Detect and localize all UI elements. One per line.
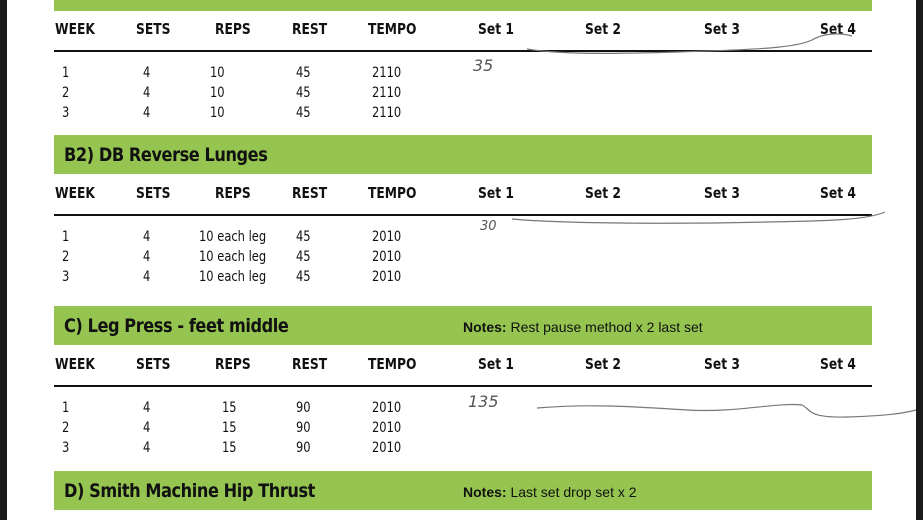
cell-week: 2 (62, 85, 70, 101)
handwritten-set1-weight: 135 (468, 392, 499, 411)
col-set1: Set 1 (478, 355, 514, 373)
cell-sets: 4 (143, 65, 151, 81)
notes-text: Rest pause method x 2 last set (510, 319, 703, 335)
cell-rest: 45 (296, 105, 311, 121)
cell-sets: 4 (143, 229, 151, 245)
cell-reps: 10 (210, 85, 225, 101)
cell-reps: 10 (210, 65, 225, 81)
cell-reps: 15 (222, 440, 237, 456)
col-set1: Set 1 (478, 20, 514, 38)
cell-rest: 45 (296, 269, 311, 285)
col-sets: SETS (136, 20, 171, 38)
col-set2: Set 2 (585, 355, 621, 373)
col-rest: REST (292, 20, 328, 38)
notes-label: Notes: (463, 319, 507, 335)
col-reps: REPS (215, 355, 251, 373)
cell-tempo: 2010 (372, 440, 402, 456)
cell-rest: 45 (296, 229, 311, 245)
col-set3: Set 3 (704, 20, 740, 38)
cell-week: 2 (62, 420, 70, 436)
col-week: WEEK (55, 20, 95, 38)
handwritten-set1-weight: 30 (480, 219, 497, 234)
cell-reps: 10 each leg (199, 249, 267, 265)
col-tempo: TEMPO (368, 184, 417, 202)
cell-week: 3 (62, 440, 70, 456)
cell-tempo: 2110 (372, 85, 402, 101)
col-reps: REPS (215, 20, 251, 38)
cell-reps: 10 each leg (199, 229, 267, 245)
col-set4: Set 4 (820, 20, 856, 38)
cell-tempo: 2010 (372, 249, 402, 265)
cell-rest: 90 (296, 420, 311, 436)
col-set1: Set 1 (478, 184, 514, 202)
cell-reps: 10 (210, 105, 225, 121)
cell-sets: 4 (143, 400, 151, 416)
cell-tempo: 2010 (372, 229, 402, 245)
cell-week: 1 (62, 229, 70, 245)
col-set4: Set 4 (820, 355, 856, 373)
col-week: WEEK (55, 184, 95, 202)
col-sets: SETS (136, 355, 171, 373)
col-set2: Set 2 (585, 184, 621, 202)
cell-rest: 90 (296, 400, 311, 416)
cell-tempo: 2010 (372, 269, 402, 285)
cell-week: 3 (62, 269, 70, 285)
cell-reps: 15 (222, 420, 237, 436)
cell-reps: 10 each leg (199, 269, 267, 285)
col-rest: REST (292, 184, 328, 202)
col-set4: Set 4 (820, 184, 856, 202)
pen-strokes (7, 0, 916, 520)
cell-week: 2 (62, 249, 70, 265)
col-week: WEEK (55, 355, 95, 373)
pen-stroke (537, 404, 916, 417)
notes-label: Notes: (463, 484, 507, 500)
exercise-title: C) Leg Press - feet middle (64, 315, 289, 337)
cell-tempo: 2010 (372, 420, 402, 436)
col-rest: REST (292, 355, 328, 373)
cell-rest: 45 (296, 249, 311, 265)
exercise-title: B2) DB Reverse Lunges (64, 144, 268, 166)
cell-sets: 4 (143, 85, 151, 101)
cell-week: 3 (62, 105, 70, 121)
cell-tempo: 2110 (372, 105, 402, 121)
cell-week: 1 (62, 400, 70, 416)
cell-reps: 15 (222, 400, 237, 416)
col-tempo: TEMPO (368, 20, 417, 38)
pen-stroke (527, 34, 852, 53)
notes-text: Last set drop set x 2 (510, 484, 637, 500)
cell-sets: 4 (143, 269, 151, 285)
col-sets: SETS (136, 184, 171, 202)
col-set3: Set 3 (704, 184, 740, 202)
col-tempo: TEMPO (368, 355, 417, 373)
cell-tempo: 2110 (372, 65, 402, 81)
cell-sets: 4 (143, 249, 151, 265)
workout-sheet (7, 0, 916, 520)
cell-sets: 4 (143, 105, 151, 121)
cell-week: 1 (62, 65, 70, 81)
pen-stroke (512, 212, 885, 223)
cell-tempo: 2010 (372, 400, 402, 416)
cell-rest: 45 (296, 65, 311, 81)
col-set3: Set 3 (704, 355, 740, 373)
col-reps: REPS (215, 184, 251, 202)
cell-rest: 90 (296, 440, 311, 456)
col-set2: Set 2 (585, 20, 621, 38)
cell-sets: 4 (143, 420, 151, 436)
cell-sets: 4 (143, 440, 151, 456)
handwritten-set1-weight: 35 (473, 56, 494, 75)
exercise-title: D) Smith Machine Hip Thrust (64, 480, 315, 502)
cell-rest: 45 (296, 85, 311, 101)
